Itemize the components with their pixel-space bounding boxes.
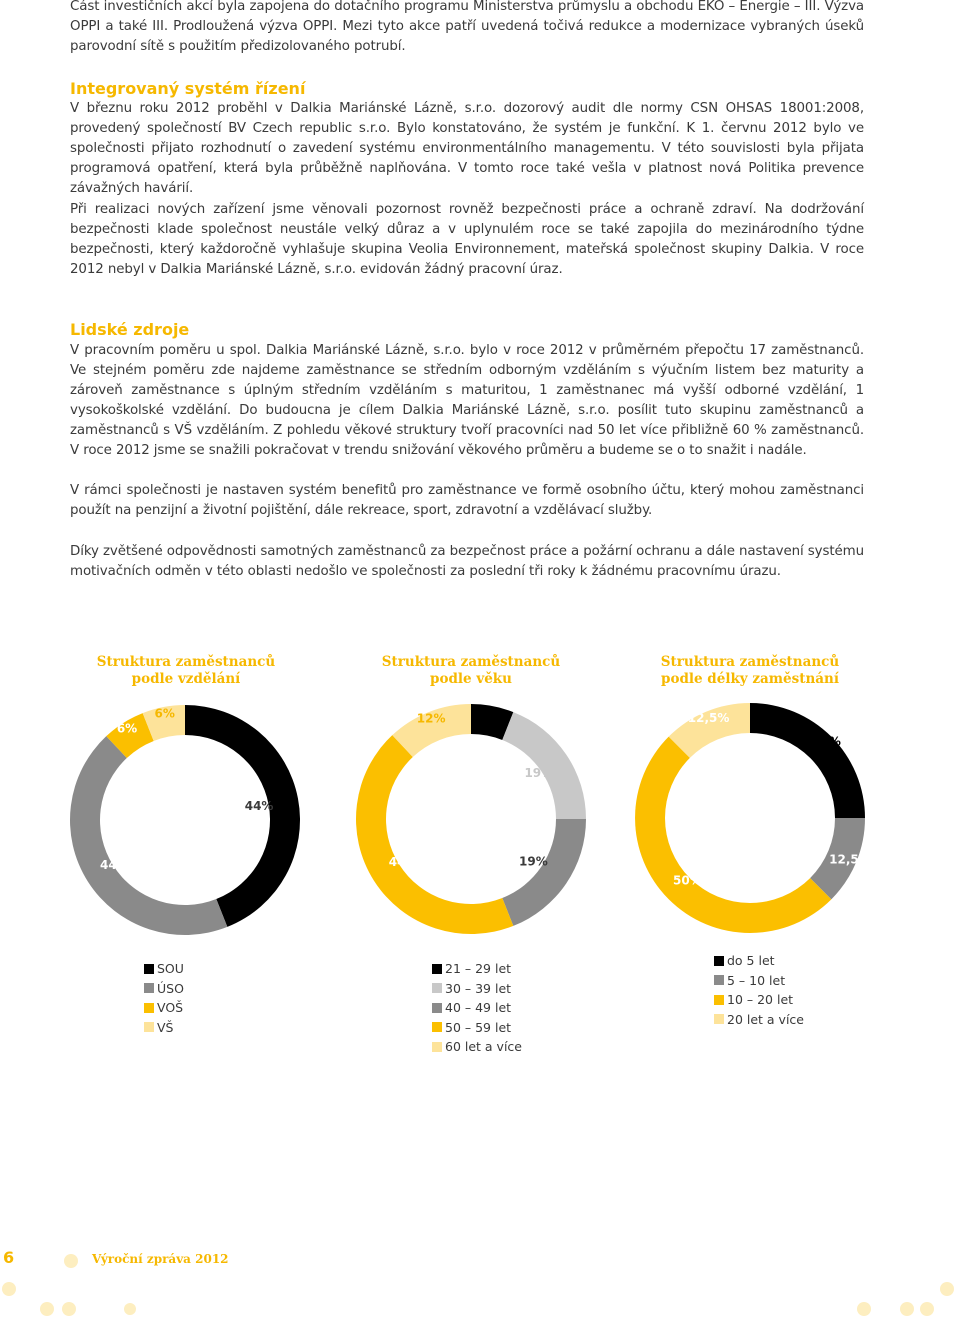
donut-data-label: 6%: [154, 706, 175, 721]
legend-item-uso: [144, 979, 184, 999]
decorative-dot-icon: [64, 1254, 78, 1268]
legend-label: VOŠ: [157, 1000, 184, 1015]
legend-swatch: [144, 1003, 154, 1013]
decorative-dot-icon: [900, 1302, 914, 1316]
chart-age-title-line2: podle věku: [430, 671, 512, 687]
legend-item-10-20: [714, 990, 804, 1010]
donut-slice: [356, 735, 513, 934]
legend-swatch: [432, 1022, 442, 1032]
legend-item-40-49: [432, 998, 522, 1018]
legend-swatch: [714, 1014, 724, 1024]
chart-tenure-title: [630, 654, 870, 688]
chart-age-title-line1: Struktura zaměstnanců: [381, 654, 561, 670]
management-paragraph: V březnu roku 2012 proběhl v Dalkia Mariánské Lázně, s.r.o. dozorový audit dle normy CSN OHSAS 18001:2008, provedený společností BV Czech republic s.r.o. Bylo konstatováno, že systém je funkční. K 1. červnu 2012 bylo ve společnosti přijato rozhodnutí o zavedení systému environmentálního managementu. V této souvislosti byla přijata programová opatření, která byla průběžně naplňována. V tomto roce také vešla v platnost nová Politika prevence závažných havárií.: [70, 101, 864, 196]
legend-label: 50 – 59 let: [445, 1019, 512, 1035]
chart-education-legend: [144, 959, 184, 1037]
donut-slice: [70, 736, 227, 935]
safety-paragraph: Při realizaci nových zařízení jsme věnovali pozornost rovněž bezpečnosti práce a ochraně zdraví. Na dodržování bezpečnosti klade společnost neustále velký důraz a v uplynulém roce se také zapojila do mezinárodního týdne bezpečnosti, který každoročně vyhlašuje skupina Veolia Environnement, mateřská společnost skupiny Dalkia. V roce 2012 nebyl v Dalkia Mariánské Lázně, s.r.o. evidován žádný pracovní úraz.: [70, 202, 864, 277]
legend-swatch: [144, 964, 154, 974]
legend-label: SOU: [157, 961, 184, 976]
donut-data-label: 6%: [481, 705, 502, 720]
legend-label: 5 – 10 let: [727, 972, 786, 988]
hr-heading: Lidské zdroje: [70, 320, 190, 339]
legend-label: 21 – 29 let: [445, 961, 512, 976]
hr-paragraph: V pracovním poměru u spol. Dalkia Mariánské Lázně, s.r.o. bylo v roce 2012 v průměrném přepočtu 17 zaměstnanců. Ve stejném poměru zde najdeme zaměstnance se středním odborným vzděláním s výučním listem bez maturity a zároveň zaměstnance s úplným středním vzděláním s maturitou, 1 zaměstnanec má vyšší odborné vzdělání, 1 vysokoškolské vzdělání. Do budoucna je cílem Dalkia Mariánské Lázně, s.r.o. posílit tuto skupinu zaměstnanců a zaměstnanců s VŠ vzděláním. Z pohledu věkové struktury tvoří pracovníci nad 50 let více přibližně 60 % zaměstnanců. V roce 2012 jsme se snažili pokračovat v trendu snižování věkového průměru a budeme se o to snažit i nadále.: [70, 343, 864, 458]
legend-swatch: [432, 1003, 442, 1013]
chart-education-title: [66, 654, 306, 688]
donut-slice: [502, 819, 586, 926]
management-heading: Integrovaný systém řízení: [70, 79, 306, 98]
decorative-dot-icon: [857, 1302, 871, 1316]
legend-label: do 5 let: [727, 953, 775, 968]
legend-label: ÚSO: [157, 980, 184, 996]
chart-age-title: [351, 654, 591, 688]
legend-swatch: [432, 964, 442, 974]
legend-item-vos: [144, 998, 184, 1018]
legend-label: 10 – 20 let: [727, 992, 794, 1007]
chart-tenure-title-line1: Struktura zaměstnanců: [660, 654, 840, 670]
legend-item-5-10: [714, 971, 804, 991]
responsibility-paragraph: Díky zvětšené odpovědnosti samotných zaměstnanců za bezpečnost práce a požární ochranu a dále nastavení systému motivačních odměn v této oblasti nedošlo ve společnosti za poslední tři roky k žádnému pracovnímu úrazu.: [70, 544, 864, 579]
legend-item-do-5: [714, 951, 804, 971]
donut-data-label: 44%: [100, 857, 129, 872]
legend-swatch: [144, 983, 154, 993]
legend-swatch: [432, 1042, 442, 1052]
decorative-dot-icon: [62, 1302, 76, 1316]
donut-data-label: 44%: [388, 855, 418, 870]
decorative-dot-icon: [2, 1282, 16, 1296]
decorative-dot-icon: [920, 1302, 934, 1316]
chart-education-donut: [55, 690, 315, 950]
donut-data-label: 12,5%: [829, 852, 871, 867]
donut-slice: [185, 705, 300, 927]
legend-swatch: [144, 1022, 154, 1032]
donut-data-label: 19%: [519, 854, 548, 869]
legend-item-vs: [144, 1018, 184, 1038]
benefits-paragraph: V rámci společnosti je nastaven systém benefitů pro zaměstnance ve formě osobního účtu, který mohou zaměstnanci použít na penzijní a životní pojištění, dále rekreace, sport, zdravotní a vzdělávací služby.: [70, 483, 864, 518]
legend-item-21-29: [432, 959, 522, 979]
legend-item-sou: [144, 959, 184, 979]
page-number: 6: [3, 1248, 15, 1267]
donut-data-label: 6%: [116, 721, 138, 736]
legend-item-20-plus: [714, 1010, 804, 1030]
donut-data-label: 25%: [812, 734, 841, 749]
chart-education-title-line1: Struktura zaměstnanců: [96, 654, 276, 670]
legend-label: 60 let a více: [445, 1039, 522, 1054]
legend-label: VŠ: [157, 1019, 174, 1035]
legend-swatch: [714, 975, 724, 985]
donut-data-label: 19%: [524, 765, 554, 780]
legend-swatch: [432, 983, 442, 993]
donut-slice: [750, 703, 865, 818]
legend-label: 30 – 39 let: [445, 980, 512, 996]
legend-swatch: [714, 995, 724, 1005]
chart-tenure-donut: [620, 688, 880, 948]
legend-label: 40 – 49 let: [445, 1000, 512, 1015]
chart-age-legend: [432, 959, 522, 1057]
legend-label: 20 let a více: [727, 1011, 804, 1027]
legend-item-30-39: [432, 979, 522, 999]
intro-paragraph: Část investičních akcí byla zapojena do dotačního programu Ministerstva průmyslu a obchodu EKO – Energie – III. Výzva OPPI a také III. Prodloužená výzva OPPI. Mezi tyto akce patří uvedená točivá redukce a modernizace vybraných úseků parovodní sítě s použitím předizolovaného potrubí.: [70, 0, 864, 54]
legend-item-50-59: [432, 1018, 522, 1038]
chart-tenure-legend: [714, 951, 804, 1029]
chart-education-title-line2: podle vzdělání: [131, 671, 241, 687]
donut-data-label: 12,5%: [687, 710, 730, 725]
chart-age-donut: [341, 689, 601, 949]
legend-swatch: [714, 956, 724, 966]
decorative-dot-icon: [940, 1282, 954, 1296]
donut-slice: [635, 737, 831, 933]
legend-item-60-plus: [432, 1037, 522, 1057]
chart-tenure-title-line2: podle délky zaměstnání: [661, 671, 839, 687]
decorative-dot-icon: [40, 1302, 54, 1316]
donut-data-label: 12%: [416, 711, 446, 726]
report-title: Výroční zpráva 2012: [92, 1252, 229, 1266]
donut-data-label: 50%: [673, 873, 702, 888]
donut-data-label: 44%: [244, 798, 274, 813]
decorative-dot-icon: [124, 1303, 136, 1315]
